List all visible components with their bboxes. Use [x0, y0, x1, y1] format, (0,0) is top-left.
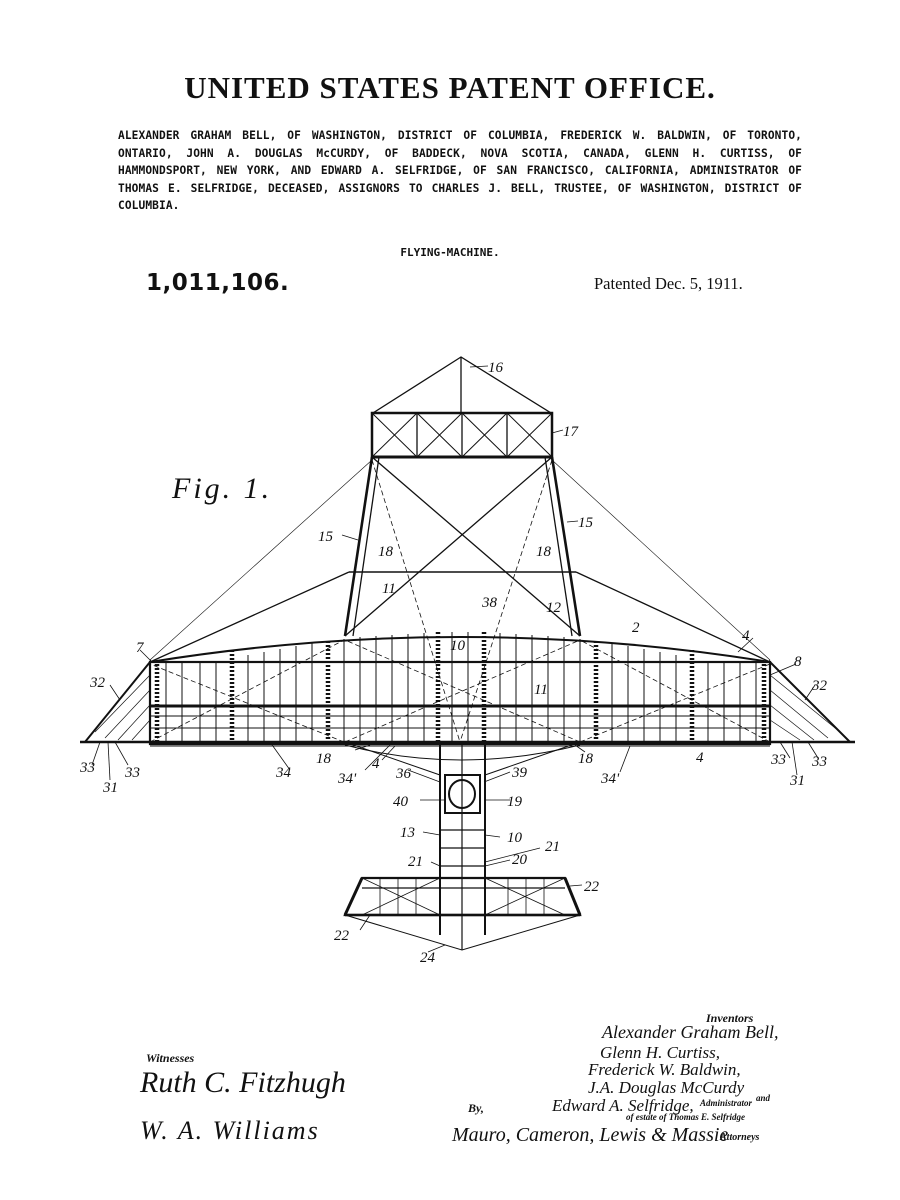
- ref-18-a: 18: [378, 544, 393, 560]
- ref-8: 8: [794, 654, 802, 670]
- ref-32-left: 32: [90, 675, 105, 691]
- page-title: UNITED STATES PATENT OFFICE.: [184, 70, 716, 105]
- ref-31-right: 31: [790, 773, 805, 789]
- ref-4-a: 4: [742, 628, 750, 644]
- attorneys-label: Attorneys: [720, 1132, 760, 1143]
- ref-15-right: 15: [578, 515, 593, 531]
- and-note: and: [756, 1093, 771, 1103]
- ref-17: 17: [563, 424, 578, 440]
- administrator-note: Administrator: [700, 1098, 753, 1108]
- witnesses-heading: Witnesses: [146, 1051, 195, 1065]
- ref-33-b: 33: [125, 765, 140, 781]
- flying-machine-drawing: [0, 340, 900, 980]
- ref-21-left: 21: [408, 854, 423, 870]
- inventor-signature-bell: Alexander Graham Bell,: [602, 1022, 779, 1042]
- patent-number: 1,011,106.: [146, 270, 290, 296]
- ref-22-right: 22: [584, 879, 599, 895]
- ref-10-b: 10: [507, 830, 522, 846]
- ref-40: 40: [393, 794, 408, 810]
- ref-4-b: 4: [372, 756, 380, 772]
- estate-note: of estate of Thomas E. Selfridge: [626, 1112, 745, 1122]
- witness-signature-2: W. A. Williams: [140, 1116, 320, 1145]
- inventor-signature-baldwin: Frederick W. Baldwin,: [588, 1060, 741, 1079]
- ref-20: 20: [512, 852, 527, 868]
- ref-22-left: 22: [334, 928, 349, 944]
- inventor-signature-curtiss: Glenn H. Curtiss,: [600, 1043, 720, 1062]
- ref-33-a: 33: [80, 760, 95, 776]
- ref-38: 38: [482, 595, 497, 611]
- ref-10-a: 10: [450, 638, 465, 654]
- ref-33-d: 33: [812, 754, 827, 770]
- ref-34: 34: [276, 765, 291, 781]
- ref-36: 36: [396, 766, 411, 782]
- ref-11-a: 11: [382, 581, 396, 597]
- ref-31-left: 31: [103, 780, 118, 796]
- ref-21-right: 21: [545, 839, 560, 855]
- ref-4-c: 4: [696, 750, 704, 766]
- ref-32-right: 32: [812, 678, 827, 694]
- ref-24: 24: [420, 950, 435, 966]
- figure-label: Fig. 1.: [172, 472, 273, 505]
- ref-11-b: 11: [534, 682, 548, 698]
- ref-18-d: 18: [578, 751, 593, 767]
- by-label: By,: [468, 1101, 484, 1115]
- ref-13: 13: [400, 825, 415, 841]
- inventor-parties-text: ALEXANDER GRAHAM BELL, OF WASHINGTON, DISTRICT OF COLUMBIA, FREDERICK W. BALDWIN, OF TORONTO, ONTARIO, JOHN A. DOUGLAS McCURDY, OF BADDECK, NOVA SCOTIA, CANADA, GLENN H. CURTISS, OF HAMMONDSPORT, NEW YORK, AND EDWARD A. SELFRIDGE, OF SAN FRANCISCO, CALIFORNIA, ADMINISTRATOR OF THOMAS E. SELFRIDGE, DECEASED, ASSIGNORS TO CHARLES J. BELL, TRUSTEE, OF WASHINGTON, DISTRICT OF COLUMBIA.: [118, 129, 802, 212]
- ref-33-c: 33: [771, 752, 786, 768]
- inventor-signature-selfridge: Edward A. Selfridge,: [552, 1096, 694, 1115]
- ref-2: 2: [632, 620, 640, 636]
- patent-subject: FLYING-MACHINE.: [400, 246, 500, 259]
- inventors-heading: Inventors: [706, 1011, 754, 1025]
- patent-date: Patented Dec. 5, 1911.: [594, 274, 743, 293]
- ref-15-left: 15: [318, 529, 333, 545]
- ref-16: 16: [488, 360, 503, 376]
- ref-34-prime-right: 34': [601, 771, 620, 787]
- ref-39: 39: [512, 765, 527, 781]
- inventor-signature-mccurdy: J.A. Douglas McCurdy: [588, 1078, 745, 1097]
- drawing-linework: [80, 357, 855, 952]
- ref-18-b: 18: [536, 544, 551, 560]
- attorneys-signature: Mauro, Cameron, Lewis & Massie: [452, 1124, 729, 1146]
- ref-12: 12: [546, 600, 561, 616]
- ref-7: 7: [136, 640, 144, 656]
- ref-34-prime-left: 34': [338, 771, 357, 787]
- ref-18-c: 18: [316, 751, 331, 767]
- witness-signature-1: Ruth C. Fitzhugh: [140, 1066, 346, 1099]
- ref-19: 19: [507, 794, 522, 810]
